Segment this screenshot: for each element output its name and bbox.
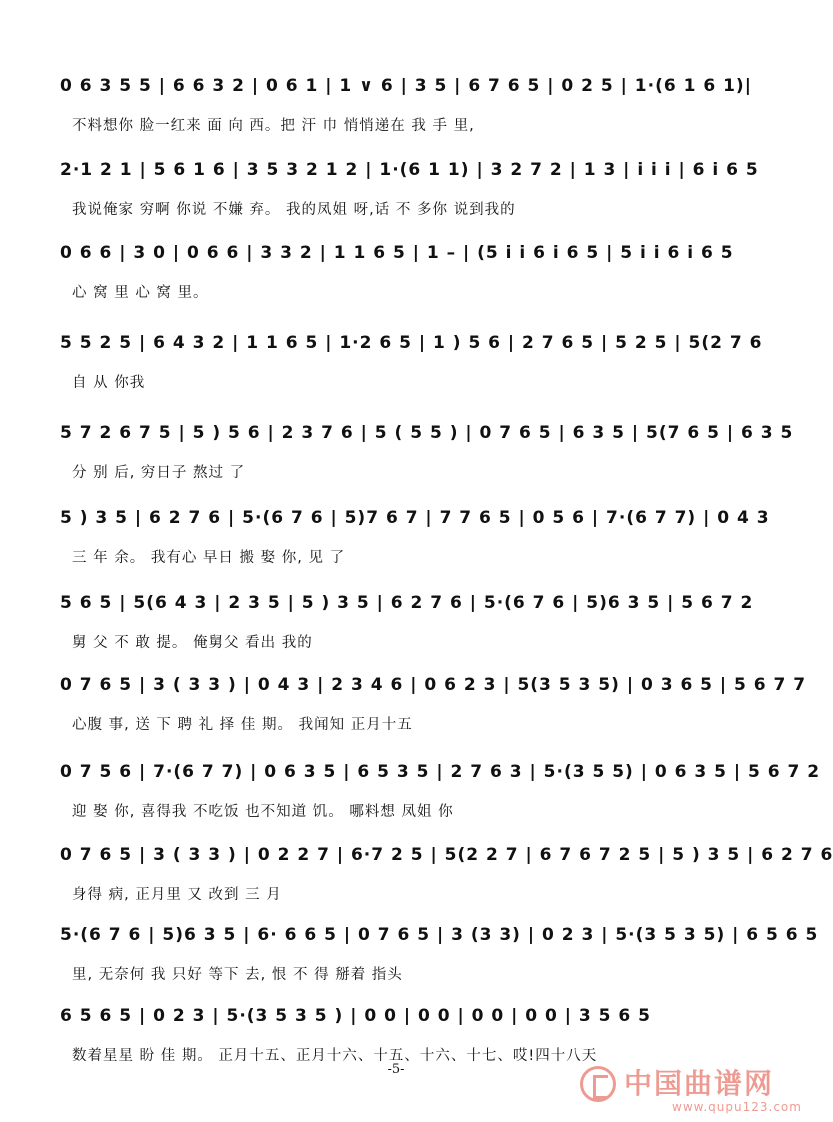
notation-row: 0 6 6 | 3 0 | 0 6 6 | 3 3 2 | 1 1 6 5 | 1 – | (5 i i 6 i 6 5 | 5 i i 6 i 6 5 <box>60 243 734 263</box>
lyrics-row: 身得 病, 正月里 又 改到 三 月 <box>72 887 282 903</box>
notation-row: 6 5 6 5 | 0 2 3 | 5·(3 5 3 5 ) | 0 0 | 0 0 | 0 0 | 0 0 | 3 5 6 5 <box>60 1006 651 1026</box>
score-line <box>60 333 763 403</box>
notation-row: 5 ) 3 5 | 6 2 7 6 | 5·(6 7 6 | 5)7 6 7 | 7 7 6 5 | 0 5 6 | 7·(6 7 7) | 0 4 3 <box>60 508 770 528</box>
score-line <box>60 76 752 146</box>
lyrics-row: 心 窝 里 心 窝 里。 <box>72 285 209 301</box>
site-watermark <box>580 1062 802 1118</box>
score-line <box>60 160 759 230</box>
score-line <box>60 508 770 578</box>
watermark-url: www.qupu123.com <box>672 1100 802 1114</box>
lyrics-row: 不料想你 脸一红来 面 向 西。把 汗 巾 悄悄递在 我 手 里, <box>72 118 475 134</box>
lyrics-row: 舅 父 不 敢 提。 俺舅父 看出 我的 <box>72 635 313 651</box>
lyrics-row: 三 年 余。 我有心 早日 搬 娶 你, 见 了 <box>72 550 346 566</box>
score-line <box>60 845 833 915</box>
notation-row: 5 6 5 | 5(6 4 3 | 2 3 5 | 5 ) 3 5 | 6 2 7 6 | 5·(6 7 6 | 5)6 3 5 | 5 6 7 2 <box>60 593 754 613</box>
lyrics-row: 里, 无奈何 我 只好 等下 去, 恨 不 得 掰着 指头 <box>72 967 403 983</box>
lyrics-row: 数着星星 盼 佳 期。 正月十五、正月十六、十五、十六、十七、哎!四十八天 <box>72 1048 598 1064</box>
notation-row: 0 7 6 5 | 3 ( 3 3 ) | 0 2 2 7 | 6·7 2 5 | 5(2 2 7 | 6 7 6 7 2 5 | 5 ) 3 5 | 6 2 7 6 <box>60 845 833 865</box>
notation-row: 5·(6 7 6 | 5)6 3 5 | 6· 6 6 5 | 0 7 6 5 | 3 (3 3) | 0 2 3 | 5·(3 5 3 5) | 6 5 6 5 <box>60 925 819 945</box>
score-line <box>60 243 734 313</box>
notation-row: 2·1 2 1 | 5 6 1 6 | 3 5 3 2 1 2 | 1·(6 1 1) | 3 2 7 2 | 1 3 | i i i | 6 i 6 5 <box>60 160 759 180</box>
page-number: -5- <box>387 1062 405 1077</box>
lyrics-row: 心腹 事, 送 下 聘 礼 择 佳 期。 我闻知 正月十五 <box>72 717 413 733</box>
score-line <box>60 593 754 663</box>
notation-row: 5 7 2 6 7 5 | 5 ) 5 6 | 2 3 7 6 | 5 ( 5 5 ) | 0 7 6 5 | 6 3 5 | 5(7 6 5 | 6 3 5 <box>60 423 794 443</box>
score-line <box>60 762 821 832</box>
watermark-title: 中国曲谱网 <box>624 1067 775 1100</box>
lyrics-row: 分 别 后, 穷日子 熬过 了 <box>72 465 246 481</box>
notation-row: 0 6 3 5 5 | 6 6 3 2 | 0 6 1 | 1 ∨ 6 | 3 5 | 6 7 6 5 | 0 2 5 | 1·(6 1 6 1)| <box>60 76 752 96</box>
logo-icon <box>580 1066 616 1102</box>
lyrics-row: 我说俺家 穷啊 你说 不嫌 弃。 我的凤姐 呀,话 不 多你 说到我的 <box>72 202 516 218</box>
lyrics-row: 迎 娶 你, 喜得我 不吃饭 也不知道 饥。 哪料想 凤姐 你 <box>72 804 454 820</box>
score-line <box>60 675 807 745</box>
score-line <box>60 925 819 995</box>
notation-row: 0 7 6 5 | 3 ( 3 3 ) | 0 4 3 | 2 3 4 6 | 0 6 2 3 | 5(3 5 3 5) | 0 3 6 5 | 5 6 7 7 <box>60 675 807 695</box>
notation-row: 5 5 2 5 | 6 4 3 2 | 1 1 6 5 | 1·2 6 5 | 1 ) 5 6 | 2 7 6 5 | 5 2 5 | 5(2 7 6 <box>60 333 763 353</box>
score-line <box>60 423 794 493</box>
lyrics-row: 自 从 你我 <box>72 375 146 391</box>
notation-row: 0 7 5 6 | 7·(6 7 7) | 0 6 3 5 | 6 5 3 5 | 2 7 6 3 | 5·(3 5 5) | 0 6 3 5 | 5 6 7 2 <box>60 762 821 782</box>
